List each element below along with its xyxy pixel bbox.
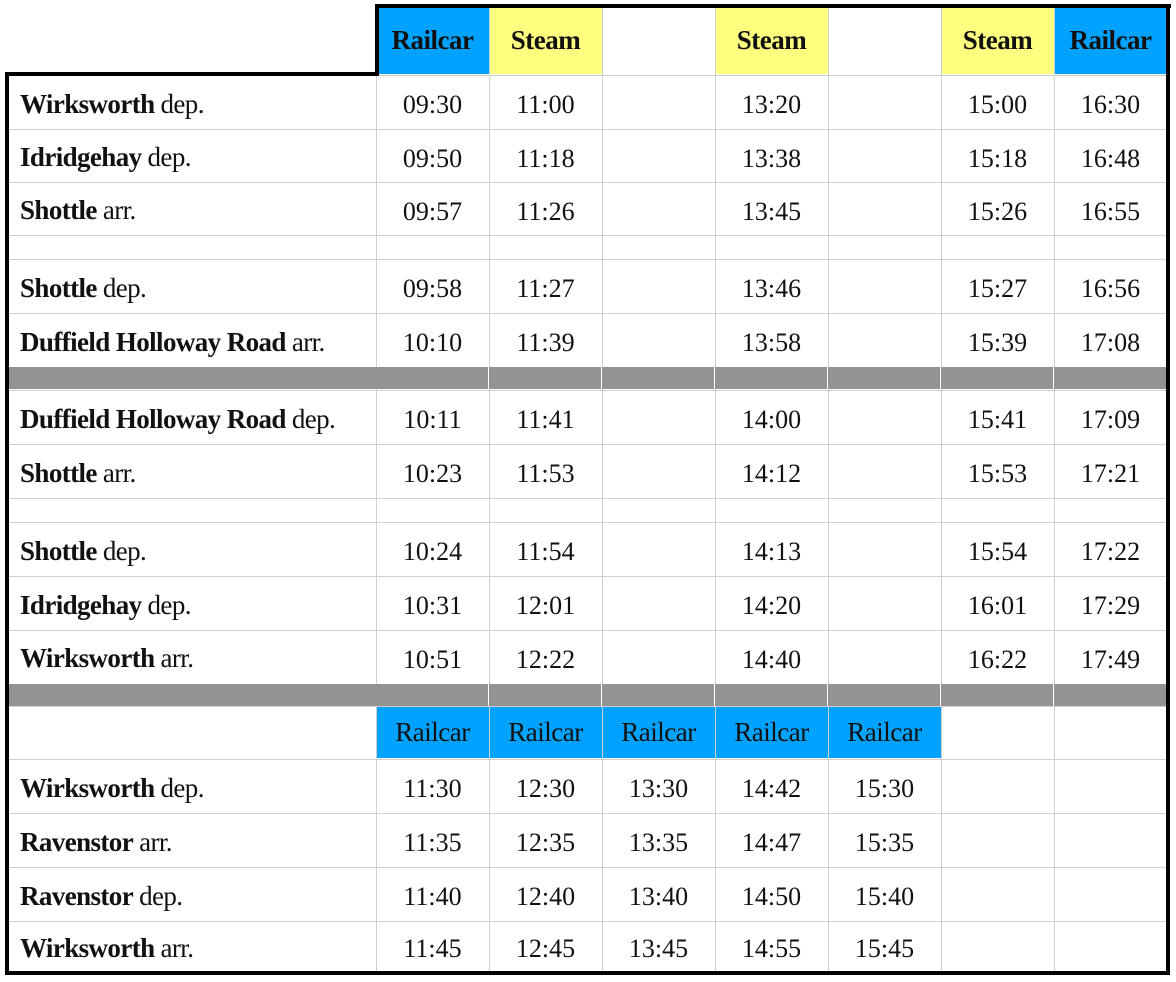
time-cell: 16:55	[1080, 196, 1141, 226]
time-cell: 13:45	[741, 196, 802, 226]
time-cell: 17:08	[1080, 328, 1141, 357]
station-name: Wirksworth	[20, 643, 155, 673]
time-cell	[602, 235, 715, 259]
time-cell: 14:20	[741, 591, 802, 620]
station-name: Ravenstor	[20, 826, 134, 857]
station-name: Ravenstor	[20, 880, 134, 911]
time-cell: 15:39	[967, 328, 1028, 357]
grid-line	[8, 921, 1167, 922]
separator-band	[376, 367, 488, 389]
grid-line	[828, 6, 829, 972]
separator-band	[602, 684, 714, 706]
time-cell: 11:35	[403, 828, 462, 857]
grid-line	[8, 129, 1167, 130]
time-cell: 09:58	[402, 274, 463, 303]
time-cell: 11:27	[516, 274, 575, 303]
time-cell	[602, 498, 715, 522]
time-cell	[1054, 867, 1167, 921]
time-cell: 11:18	[516, 143, 575, 173]
arr-dep-suffix: dep.	[102, 535, 147, 566]
station-label	[8, 813, 376, 867]
time-cell: 17:21	[1080, 459, 1141, 488]
time-cell: 11:30	[403, 774, 462, 803]
time-cell: 15:00	[967, 90, 1028, 119]
station-name: Wirksworth	[20, 932, 155, 963]
time-cell	[715, 235, 828, 259]
grid-line	[8, 576, 1167, 577]
station-label	[8, 867, 376, 921]
separator-band	[941, 684, 1053, 706]
station-name: Idridgehay	[20, 142, 142, 172]
table-border	[375, 4, 379, 74]
separator-band	[8, 367, 376, 389]
service-type-header: Steam	[489, 6, 602, 74]
time-cell: 15:27	[967, 274, 1028, 303]
time-cell: 11:00	[516, 90, 575, 119]
service-type-header: Steam	[941, 6, 1054, 74]
grid-line	[376, 6, 377, 972]
table-border	[375, 4, 1171, 8]
grid-line	[8, 390, 1167, 391]
time-cell: 14:55	[741, 934, 802, 963]
station-name: Wirksworth	[20, 772, 155, 803]
time-cell: 12:01	[515, 591, 576, 620]
separator-band	[489, 367, 601, 389]
time-cell: 13:45	[628, 934, 689, 963]
separator-band	[941, 367, 1053, 389]
time-cell	[602, 522, 715, 576]
station-label	[8, 182, 376, 235]
time-cell: 15:26	[967, 196, 1028, 226]
time-cell	[376, 498, 489, 522]
time-cell: 09:57	[402, 196, 463, 226]
time-cell: 11:54	[516, 537, 575, 566]
time-cell: 13:35	[628, 828, 689, 857]
time-cell: 11:53	[516, 459, 575, 488]
service-type-header: Railcar	[602, 706, 715, 758]
service-type-header: Railcar	[828, 706, 941, 758]
station-label	[8, 630, 376, 683]
time-cell	[489, 498, 602, 522]
station-name: Shottle	[20, 272, 97, 303]
time-cell: 10:51	[402, 644, 463, 674]
time-cell	[828, 182, 941, 235]
grid-line	[8, 313, 1167, 314]
time-cell	[602, 182, 715, 235]
time-cell	[828, 630, 941, 683]
arr-dep-suffix: arr.	[139, 826, 172, 857]
time-cell: 16:01	[967, 591, 1028, 620]
time-cell	[828, 498, 941, 522]
separator-band	[1054, 367, 1167, 389]
time-cell	[1054, 498, 1167, 522]
time-cell	[941, 813, 1054, 867]
time-cell: 11:45	[403, 934, 462, 963]
time-cell	[602, 129, 715, 182]
time-cell: 13:20	[741, 90, 802, 119]
time-cell	[602, 313, 715, 367]
time-cell: 14:12	[741, 459, 802, 488]
grid-line	[8, 235, 1167, 236]
station-name: Duffield Holloway Road	[20, 326, 286, 357]
time-cell	[941, 498, 1054, 522]
time-cell	[941, 921, 1054, 971]
time-cell	[602, 630, 715, 683]
time-cell: 14:40	[741, 644, 802, 674]
arr-dep-suffix: dep.	[139, 880, 183, 911]
time-cell	[1054, 759, 1167, 813]
table-border	[5, 971, 1170, 975]
station-label	[8, 498, 376, 522]
grid-line	[8, 706, 1167, 707]
time-cell: 10:24	[402, 537, 463, 566]
grid-line	[8, 813, 1167, 814]
arr-dep-suffix: arr.	[291, 326, 325, 357]
station-label	[8, 129, 376, 182]
service-type-header: Railcar	[1054, 6, 1167, 74]
time-cell: 17:09	[1080, 405, 1141, 434]
time-cell	[1054, 235, 1167, 259]
time-cell	[715, 498, 828, 522]
time-cell: 14:50	[741, 882, 802, 911]
grid-line	[8, 867, 1167, 868]
time-cell: 13:58	[741, 328, 802, 357]
station-label	[8, 576, 376, 630]
time-cell: 15:53	[967, 459, 1028, 488]
grid-line	[8, 259, 1167, 260]
time-cell	[828, 75, 941, 129]
time-cell: 15:18	[967, 143, 1028, 173]
grid-line	[8, 759, 1167, 760]
time-cell	[602, 75, 715, 129]
time-cell	[602, 259, 715, 313]
separator-band	[828, 684, 940, 706]
service-type-header: Railcar	[715, 706, 828, 758]
time-cell: 10:11	[403, 405, 462, 434]
table-border	[1166, 4, 1170, 975]
grid-line	[8, 498, 1167, 499]
time-cell	[828, 129, 941, 182]
service-type-header	[1054, 706, 1167, 758]
grid-line	[489, 6, 490, 972]
table-border	[5, 72, 379, 76]
station-label	[8, 759, 376, 813]
time-cell	[828, 576, 941, 630]
time-cell: 16:22	[967, 644, 1028, 674]
time-cell	[941, 759, 1054, 813]
station-label	[8, 235, 376, 259]
time-cell: 12:22	[515, 644, 576, 674]
time-cell: 10:31	[402, 591, 463, 620]
separator-band	[715, 684, 827, 706]
separator-band	[489, 684, 601, 706]
time-cell	[941, 235, 1054, 259]
station-name: Idridgehay	[20, 589, 142, 620]
time-cell: 10:10	[402, 328, 463, 357]
time-cell: 15:45	[854, 934, 915, 963]
time-cell: 12:30	[515, 774, 576, 803]
arr-dep-suffix: arr.	[102, 195, 136, 225]
service-type-header: Railcar	[376, 706, 489, 758]
separator-band	[602, 367, 714, 389]
arr-dep-suffix: dep.	[102, 272, 147, 303]
station-name: Shottle	[20, 457, 97, 488]
arr-dep-suffix: arr.	[160, 932, 194, 963]
station-name: Shottle	[20, 535, 97, 566]
time-cell: 11:40	[403, 882, 462, 911]
grid-line	[8, 522, 1167, 523]
arr-dep-suffix: dep.	[291, 403, 336, 434]
time-cell: 13:46	[741, 274, 802, 303]
time-cell: 14:13	[741, 537, 802, 566]
time-cell	[828, 390, 941, 444]
station-label	[8, 75, 376, 129]
time-cell	[828, 444, 941, 498]
time-cell	[1054, 813, 1167, 867]
arr-dep-suffix: arr.	[160, 643, 194, 673]
time-cell	[602, 390, 715, 444]
time-cell	[1054, 921, 1167, 971]
time-cell: 15:41	[967, 405, 1028, 434]
time-cell	[376, 235, 489, 259]
time-cell: 17:29	[1080, 591, 1141, 620]
service-type-header: Railcar	[376, 6, 489, 74]
separator-band	[376, 684, 488, 706]
service-type-header	[941, 706, 1054, 758]
time-cell: 16:56	[1080, 274, 1141, 303]
time-cell	[489, 235, 602, 259]
station-label	[8, 390, 376, 444]
time-cell	[941, 867, 1054, 921]
grid-line	[602, 6, 603, 972]
time-cell: 10:23	[402, 459, 463, 488]
service-type-header: Steam	[715, 6, 828, 74]
separator-band	[8, 684, 376, 706]
time-cell: 17:22	[1080, 537, 1141, 566]
grid-line	[8, 182, 1167, 183]
time-cell: 15:35	[854, 828, 915, 857]
arr-dep-suffix: arr.	[102, 457, 136, 488]
time-cell: 16:48	[1080, 143, 1141, 173]
time-cell: 12:40	[515, 882, 576, 911]
station-name: Duffield Holloway Road	[20, 403, 286, 434]
station-name: Shottle	[20, 195, 97, 225]
time-cell	[828, 313, 941, 367]
grid-line	[8, 630, 1167, 631]
time-cell: 14:42	[741, 774, 802, 803]
time-cell: 17:49	[1080, 644, 1141, 674]
time-cell	[602, 444, 715, 498]
time-cell: 11:41	[516, 405, 575, 434]
separator-band	[715, 367, 827, 389]
service-type-header: Railcar	[489, 706, 602, 758]
grid-line	[941, 6, 942, 972]
station-name: Wirksworth	[20, 88, 155, 119]
station-label	[8, 522, 376, 576]
time-cell: 13:30	[628, 774, 689, 803]
arr-dep-suffix: dep.	[160, 88, 204, 119]
time-cell	[602, 576, 715, 630]
time-cell: 12:35	[515, 828, 576, 857]
time-cell: 15:40	[854, 882, 915, 911]
service-type-header	[828, 6, 941, 74]
time-cell: 09:30	[402, 90, 463, 119]
time-cell: 11:39	[516, 328, 575, 357]
station-label	[8, 921, 376, 971]
time-cell: 12:45	[515, 934, 576, 963]
arr-dep-suffix: dep.	[160, 772, 204, 803]
time-cell: 13:38	[741, 143, 802, 173]
time-cell	[828, 259, 941, 313]
time-cell: 13:40	[628, 882, 689, 911]
time-cell: 14:47	[741, 828, 802, 857]
table-border	[5, 72, 9, 975]
station-label	[8, 259, 376, 313]
time-cell: 16:30	[1080, 90, 1141, 119]
time-cell: 14:00	[741, 405, 802, 434]
time-cell: 15:30	[854, 774, 915, 803]
station-label	[8, 444, 376, 498]
grid-line	[715, 6, 716, 972]
time-cell	[828, 235, 941, 259]
time-cell: 11:26	[516, 196, 575, 226]
arr-dep-suffix: dep.	[147, 142, 191, 172]
time-cell	[828, 522, 941, 576]
time-cell: 15:54	[967, 537, 1028, 566]
grid-line	[8, 444, 1167, 445]
arr-dep-suffix: dep.	[147, 589, 191, 620]
separator-band	[1054, 684, 1167, 706]
station-label	[8, 313, 376, 367]
separator-band	[828, 367, 940, 389]
time-cell: 09:50	[402, 143, 463, 173]
service-type-header	[602, 6, 715, 74]
grid-line	[1054, 6, 1055, 972]
